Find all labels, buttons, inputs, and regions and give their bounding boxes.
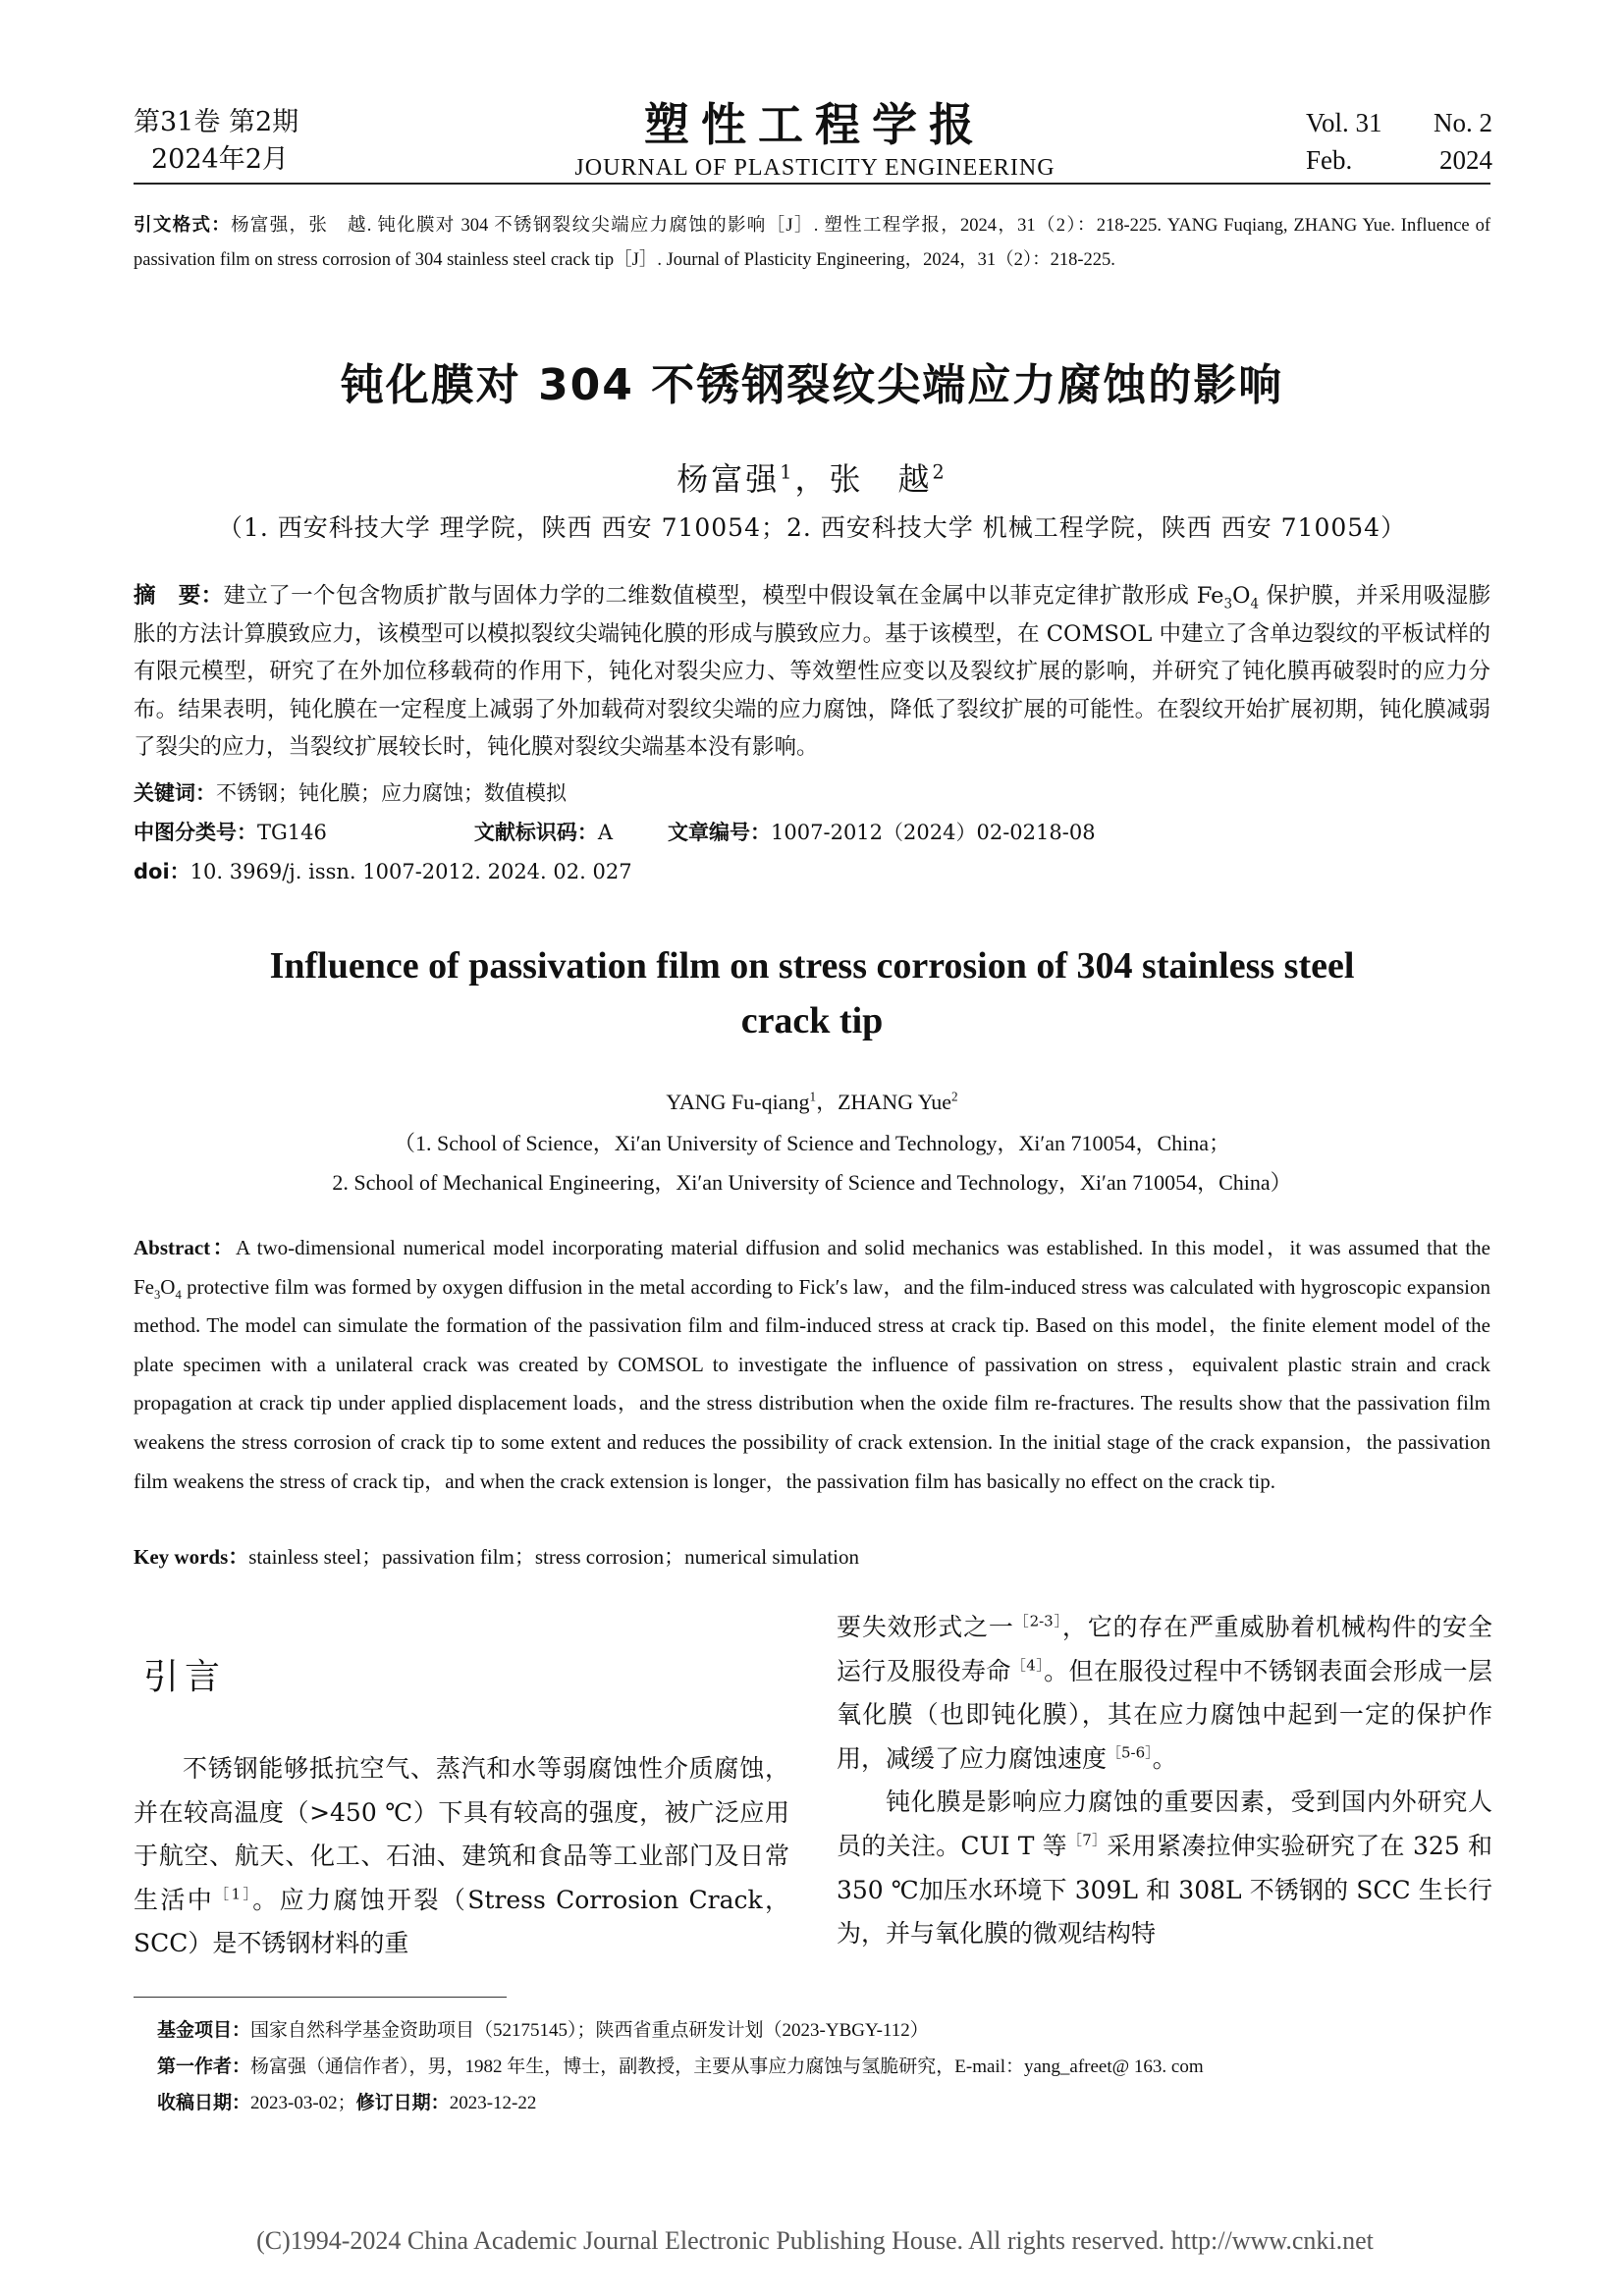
citation-label: 引文格式： <box>134 215 232 236</box>
body-text: 要失效形式之一 <box>837 1613 1014 1641</box>
abstract-cn-text-a: 建立了一个包含物质扩散与固体力学的二维数值模型，模型中假设氧在金属中以菲克定律扩散形成 Fe <box>223 583 1224 609</box>
header-rule <box>134 183 1490 185</box>
reference-5-6[interactable]: ［5-6］ <box>1107 1743 1153 1762</box>
abstract-cn <box>134 577 1490 767</box>
paper-title-en-line1: Influence of passivation film on stress corrosion of 304 stainless steel <box>269 945 1355 987</box>
journal-masthead <box>550 96 1080 183</box>
authors-en <box>134 1086 1490 1116</box>
clc-label: 中图分类号： <box>134 821 257 844</box>
issue-info-cn <box>134 104 389 179</box>
keywords-en-label: Key words： <box>134 1545 249 1569</box>
abstract-en-text-b: O <box>160 1274 176 1299</box>
section-heading-introduction: 引言 <box>143 1657 227 1697</box>
body-text: 。应力腐蚀开裂（Stress Corrosion Crack，SCC）是不锈钢材料的重 <box>134 1885 790 1958</box>
copyright-footer: (C)1994-2024 China Academic Journal Electronic Publishing House. All rights reserved. http://www.cnki.net <box>256 2226 1374 2255</box>
funding-note <box>157 2012 1473 2049</box>
article-no-value: 1007-2012（2024）02-0218-08 <box>771 821 1096 844</box>
author-separator-en: ， <box>816 1090 839 1114</box>
affiliation-en-line1: （1. School of Science，Xi′an University of Science and Technology，Xi′an 710054，China； <box>393 1131 1231 1155</box>
abstract-en-label: Abstract： <box>134 1236 236 1259</box>
number-en: No. 2 <box>1434 108 1492 137</box>
author-1-affil-en: 1 <box>809 1089 817 1104</box>
first-author-note <box>157 2049 1473 2085</box>
article-no-label: 文章编号： <box>668 821 772 844</box>
reference-2-3[interactable]: ［2-3］ <box>1013 1612 1062 1630</box>
author-2-affil-en: 2 <box>950 1089 958 1104</box>
doc-code-value: A <box>597 821 614 844</box>
issue-info-en <box>1306 104 1492 179</box>
keywords-cn-text: 不锈钢；钝化膜；应力腐蚀；数值模拟 <box>216 781 567 805</box>
doi-label: doi： <box>134 860 190 883</box>
body-column-left <box>134 1747 789 1966</box>
reference-4[interactable]: ［4］ <box>1010 1656 1045 1675</box>
paper-title-cn: 钝化膜对 304 不锈钢裂纹尖端应力腐蚀的影响 <box>340 360 1284 410</box>
first-author-label: 第一作者： <box>157 2056 251 2077</box>
abstract-cn-text-b: O <box>1232 583 1251 609</box>
keywords-en <box>134 1541 1490 1571</box>
received-date: 2023-03-02； <box>250 2093 356 2113</box>
footnotes <box>157 2012 1473 2121</box>
clc-value: TG146 <box>257 821 327 844</box>
volume-cn: 第31卷 第2期 <box>134 107 299 137</box>
citation-text: 杨富强，张 越. 钝化膜对 304 不锈钢裂纹尖端应力腐蚀的影响［J］. 塑性工程学报，2024，31（2）：218-225. YANG Fuqiang, ZHANG Yue. Influence of passivation film on stress corrosion of 304 stainless steel crack tip［J］. Journal of Plasticity Engineering，2024，31（2）：218-225. <box>134 216 1490 270</box>
author-separator-cn: ， <box>794 460 830 498</box>
abstract-en-text-c: protective film was formed by oxygen diffusion in the metal according to Fick′s law，and the film-induced stress was calculated with hygroscopic expansion method. The model can simulate the formation of the passivation film and film-induced stress at crack tip. Based on this model，the finite element model of the plate specimen with a unilateral crack was created by COMSOL to investigate the influence of passivation on stress，equivalent plastic strain and crack propagation at crack tip under applied displacement loads，and the stress distribution when the oxide film re-fractures. The results show that the passivation film weakens the stress corrosion of crack tip to some extent and reduces the possibility of crack extension. In the initial stage of the crack expansion，the passivation film weakens the stress of crack tip，and when the crack extension is longer，the passivation film has basically no effect on the crack tip. <box>134 1274 1490 1493</box>
first-author-text: 杨富强（通信作者），男，1982 年生，博士，副教授，主要从事应力腐蚀与氢脆研究，E-mail：yang_afreet@ 163. com <box>250 2056 1204 2077</box>
abstract-en-text-a: A two-dimensional numerical model incorporating material diffusion and solid mechanics was established. In this model，it was assumed that the Fe <box>134 1236 1490 1299</box>
abstract-en <box>134 1229 1490 1501</box>
keywords-en-text: stainless steel；passivation film；stress corrosion；numerical simulation <box>248 1545 859 1569</box>
year-en: 2024 <box>1439 145 1492 175</box>
revised-label: 修订日期： <box>355 2092 450 2113</box>
body-text: 。但在服役过程中不锈钢表面会形成一层氧化膜（也即钝化膜），其在应力腐蚀中起到一定的保护作用，减缓了应力腐蚀速度 <box>837 1656 1492 1773</box>
funding-label: 基金项目： <box>157 2019 251 2041</box>
journal-name-cn: 塑性工程学报 <box>644 98 986 151</box>
abstract-cn-label: 摘 要： <box>134 583 224 609</box>
doi-row <box>134 852 1490 891</box>
paper-title-en-line2: crack tip <box>740 1000 884 1041</box>
affiliation-en <box>134 1124 1490 1202</box>
footnote-rule <box>134 1997 507 1998</box>
body-column-right <box>837 1606 1492 1956</box>
author-1-affil-cn: 1 <box>780 460 795 484</box>
body-paragraph <box>134 1747 789 1966</box>
received-label: 收稿日期： <box>157 2092 251 2113</box>
volume-en: Vol. 31 <box>1306 108 1382 137</box>
author-2-cn: 张 越 <box>829 460 933 498</box>
author-1-cn: 杨富强 <box>677 460 781 498</box>
paper-title-en <box>183 938 1441 1048</box>
journal-name-en: JOURNAL OF PLASTICITY ENGINEERING <box>574 155 1056 181</box>
date-cn: 2024年2月 <box>151 144 289 175</box>
abstract-cn-sub1: 3 <box>1223 596 1233 613</box>
reference-7[interactable]: ［7］ <box>1066 1831 1108 1849</box>
funding-text: 国家自然科学基金资助项目（52175145）；陕西省重点研发计划（2023-YBGY-112） <box>250 2020 929 2041</box>
author-2-en: ZHANG Yue <box>838 1090 951 1114</box>
body-text: ，它的存在严重威胁着机械构件的安全运行及服役寿命 <box>837 1613 1492 1685</box>
metadata-cn <box>134 774 1490 891</box>
abstract-cn-sub2: 4 <box>1250 596 1260 613</box>
body-paragraph <box>837 1781 1492 1955</box>
dates-note <box>157 2085 1473 2121</box>
author-2-affil-cn: 2 <box>932 460 947 484</box>
affiliation-en-line2: 2. School of Mechanical Engineering，Xi′an University of Science and Technology，Xi′an 710054，China） <box>332 1170 1292 1195</box>
doc-code-label: 文献标识码： <box>473 821 598 844</box>
reference-1[interactable]: ［1］ <box>214 1885 253 1903</box>
classification-row <box>134 813 1490 852</box>
body-paragraph <box>837 1606 1492 1781</box>
month-en: Feb. <box>1306 145 1353 175</box>
citation-format <box>134 208 1490 278</box>
abstract-en-sub2: 4 <box>175 1287 182 1302</box>
doi-value: 10. 3969/j. issn. 1007-2012. 2024. 02. 027 <box>189 860 632 883</box>
body-text: 钝化膜是影响应力腐蚀的重要因素，受到国内外研究人员的关注。CUI T 等 <box>837 1788 1492 1860</box>
keywords-cn <box>134 774 1490 813</box>
revised-date: 2023-12-22 <box>449 2093 537 2113</box>
body-text: 不锈钢能够抵抗空气、蒸汽和水等弱腐蚀性介质腐蚀，并在较高温度（>450 ℃）下具有较高的强度，被广泛应用于航空、航天、化工、石油、建筑和食品等工业部门及日常生活中 <box>134 1754 789 1914</box>
author-1-en: YANG Fu-qiang <box>666 1090 810 1114</box>
abstract-cn-text-c: 保护膜，并采用吸湿膨胀的方法计算膜致应力，该模型可以模拟裂纹尖端钝化膜的形成与膜致应力。基于该模型，在 COMSOL 中建立了含单边裂纹的平板试样的有限元模型，研究了在外加位移载荷的作用下，钝化对裂尖应力、等效塑性应变以及裂纹扩展的影响，并研究了钝化膜再破裂时的应力分布。结果表明，钝化膜在一定程度上减弱了外加载荷对裂纹尖端的应力腐蚀，降低了裂纹扩展的可能性。在裂纹开始扩展初期，钝化膜减弱了裂尖的应力，当裂纹扩展较长时，钝化膜对裂纹尖端基本没有影响。 <box>134 583 1490 761</box>
keywords-cn-label: 关键词： <box>134 781 216 805</box>
body-text: 采用紧凑拉伸实验研究了在 325 和 350 ℃加压水环境下 309L 和 308L 不锈钢的 SCC 生长行为，并与氧化膜的微观结构特 <box>837 1831 1492 1949</box>
authors-cn <box>134 454 1490 500</box>
affiliation-cn: （1. 西安科技大学 理学院，陕西 西安 710054；2. 西安科技大学 机械工程学院，陕西 西安 710054） <box>217 513 1407 542</box>
body-text: 。 <box>1152 1743 1177 1773</box>
abstract-en-sub1: 3 <box>154 1287 161 1302</box>
